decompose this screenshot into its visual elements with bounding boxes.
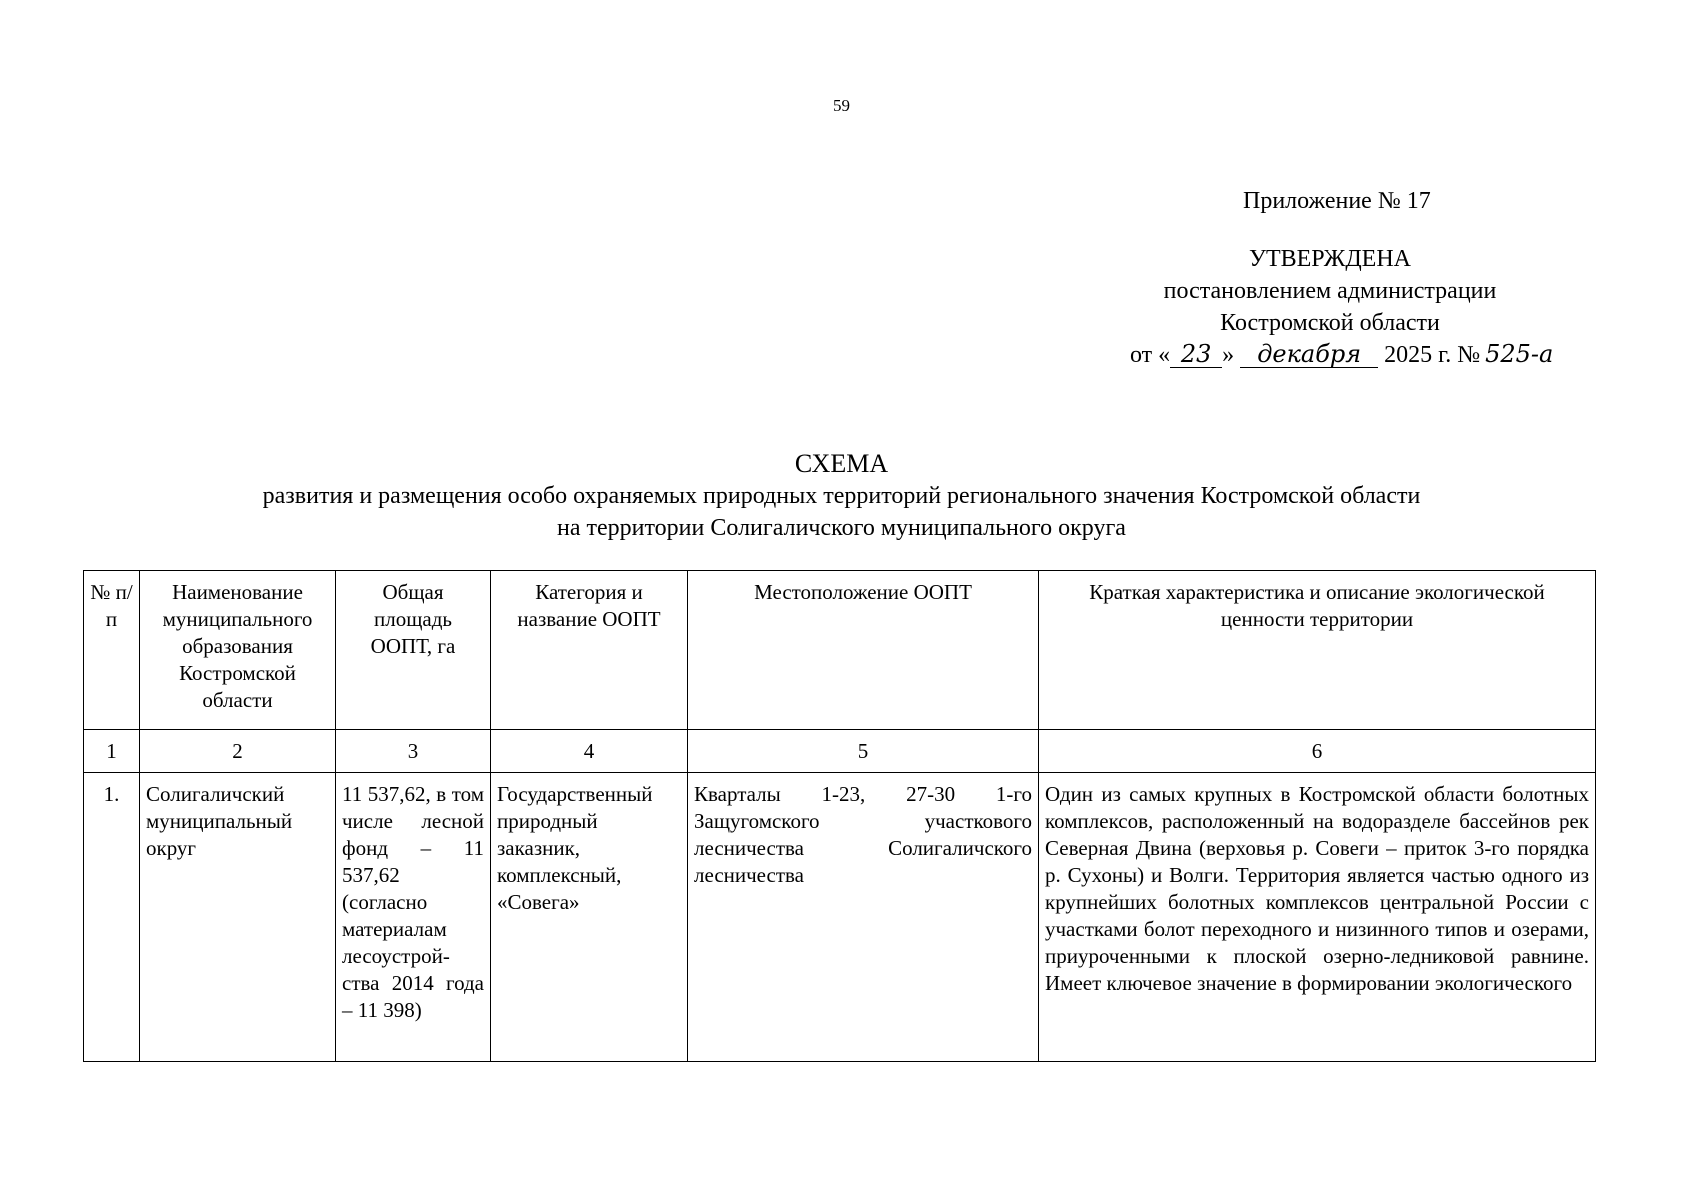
document-title [0, 448, 1683, 544]
table-header-row [84, 571, 1596, 730]
approval-line-1: постановлением администрации [1163, 278, 1497, 304]
title-line-2: на территории Солигаличского муниципального округа [557, 515, 1126, 541]
header-category: Категория и название ООПТ [491, 571, 688, 730]
decree-date-line [1130, 339, 1554, 371]
cell-location: Кварталы 1-23, 27-30 1-го Защугомского участкового лесничества Солигаличского лесничества [688, 773, 1039, 1062]
column-number: 5 [688, 730, 1039, 773]
column-number-row [84, 730, 1596, 773]
column-number: 1 [84, 730, 140, 773]
header-description: Краткая характеристика и описание экологической ценности территории [1039, 571, 1596, 730]
cell-municipality: Солигаличский муниципальный округ [140, 773, 336, 1062]
column-number: 6 [1039, 730, 1596, 773]
column-number: 3 [336, 730, 491, 773]
schema-table [83, 570, 1596, 1062]
column-number: 4 [491, 730, 688, 773]
title-line-1: развития и размещения особо охраняемых природных территорий регионального значения Костромской области [262, 483, 1421, 509]
header-area: Общая площадь ООПТ, га [336, 571, 491, 730]
cell-number: 1. [84, 773, 140, 1062]
cell-description: Один из самых крупных в Костромской области болотных комплексов, расположенный на водоразделе бассейнов рек Северная Двина (верховья р. Совеги – приток 3-го порядка р. Сухоны) и Волги. Территория является частью одного из крупнейших болотных комплексов центральной России с участками болот переходного и низинного типов и озерами, приуроченными к плоской озерно-ледниковой равнине. Имеет ключевое значение в формировании экологического [1039, 773, 1596, 1062]
cell-category: Государственный природный заказник, комплексный, «Совега» [491, 773, 688, 1062]
date-mid: » [1222, 342, 1235, 368]
approved-label: УТВЕРЖДЕНА [1248, 246, 1412, 272]
title-main: СХЕМА [794, 449, 889, 478]
cell-area: 11 537,62, в том числе лесной фонд – 11 537,62 (согласно материалам лесоустрой-ства 2014 года – 11 398) [336, 773, 491, 1062]
header-number: № п/п [84, 571, 140, 730]
table-row [84, 773, 1596, 1062]
header-municipality: Наименование муниципального образования Костромской области [140, 571, 336, 730]
handwritten-day: 23 [1170, 341, 1222, 368]
date-year: 2025 г. № [1384, 342, 1481, 368]
annex-label: Приложение № 17 [1243, 188, 1431, 214]
handwritten-month: декабря [1240, 341, 1378, 368]
column-number: 2 [140, 730, 336, 773]
handwritten-decree-number: 525-а [1485, 340, 1554, 368]
page-number: 59 [833, 96, 850, 115]
date-prefix: от « [1130, 342, 1171, 368]
approval-line-2: Костромской области [1220, 310, 1440, 336]
header-location: Местоположение ООПТ [688, 571, 1039, 730]
approval-block [1130, 185, 1554, 371]
